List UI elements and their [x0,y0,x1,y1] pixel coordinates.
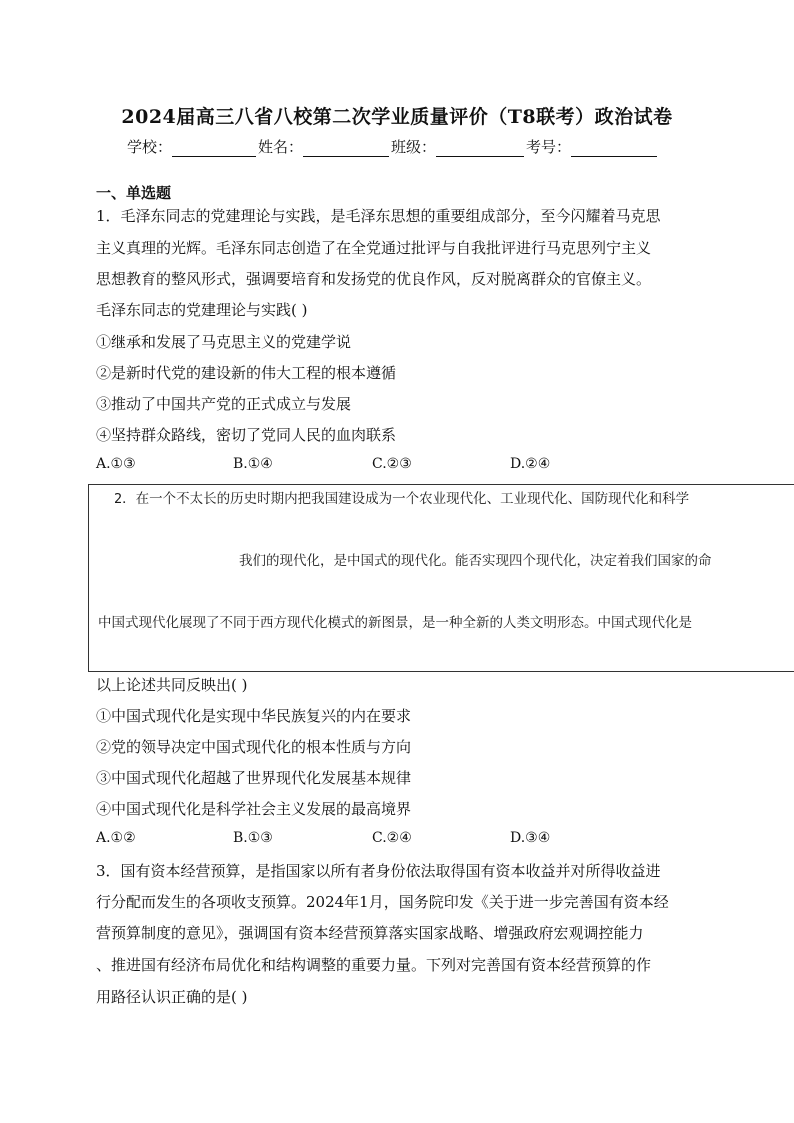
q2-item: ①中国式现代化是实现中华民族复兴的内在要求 [96,707,412,725]
name-label: 姓名： [258,138,304,156]
q2-option-c: C.②④ [372,830,412,846]
q1-item: ②是新时代党的建设新的伟大工程的根本遵循 [96,364,397,382]
q3-stem-line: 用路径认识正确的是( ) [96,988,248,1006]
q2-item: ②党的领导决定中国式现代化的根本性质与方向 [96,738,412,756]
exam-number-blank [571,140,657,157]
name-blank [303,140,389,157]
q1-stem-line: 毛泽东同志的党建理论与实践( ) [96,301,308,319]
section-title: 一、单选题 [96,184,172,202]
q2-image-line: 2．在一个不太长的历史时期内把我国建设成为一个农业现代化、工业现代化、国防现代化和科学 [114,491,690,507]
q2-image-line: 中国式现代化展现了不同于西方现代化模式的新图景，是一种全新的人类文明形态。中国式现代化是 [98,615,692,631]
q1-item: ③推动了中国共产党的正式成立与发展 [96,395,352,413]
q3-stem-line: 营预算制度的意见》，强调国有资本经营预算落实国家战略、增强政府宏观调控能力 [96,924,644,942]
school-label: 学校： [127,138,173,156]
q1-option-c: C.②③ [372,456,412,472]
q1-option-a: A.①③ [96,456,136,472]
q2-option-d: D.③④ [510,830,551,846]
q1-option-d: D.②④ [510,456,551,472]
q1-stem-line: 主义真理的光辉。毛泽东同志创造了在全党通过批评与自我批评进行马克思列宁主义 [96,239,652,257]
q1-option-b: B.①④ [233,456,273,472]
exam-title: 2024届高三八省八校第二次学业质量评价（T8联考）政治试卷 [121,106,673,128]
school-blank [172,140,256,157]
q2-image-line: 我们的现代化，是中国式的现代化。能否实现四个现代化，决定着我们国家的命 [239,553,712,569]
q1-item: ④坚持群众路线，密切了党同人民的血肉联系 [96,426,397,444]
class-blank [436,140,524,157]
class-label: 班级： [391,138,437,156]
q2-option-b: B.①③ [233,830,273,846]
q3-stem-line: 3．国有资本经营预算，是指国家以所有者身份依法取得国有资本收益并对所得收益进 [96,862,661,880]
q1-stem-line: 1．毛泽东同志的党建理论与实践，是毛泽东思想的重要组成部分，至今闪耀着马克思 [96,207,661,225]
q2-quote-image [88,484,794,672]
q3-stem-line: 、推进国有经济布局优化和结构调整的重要力量。下列对完善国有资本经营预算的作 [96,956,652,974]
q2-stem: 以上论述共同反映出( ) [96,676,248,694]
q3-stem-line: 行分配而发生的各项收支预算。2024年1月，国务院印发《关于进一步完善国有资本经 [96,893,669,911]
q1-stem-line: 思想教育的整风形式，强调要培育和发扬党的优良作风，反对脱离群众的官僚主义。 [96,270,652,288]
q2-item: ④中国式现代化是科学社会主义发展的最高境界 [96,800,412,818]
exam-number-label: 考号： [526,138,572,156]
q1-item: ①继承和发展了马克思主义的党建学说 [96,333,352,351]
q2-option-a: A.①② [96,830,136,846]
student-info-line [127,136,659,157]
q2-item: ③中国式现代化超越了世界现代化发展基本规律 [96,769,412,787]
